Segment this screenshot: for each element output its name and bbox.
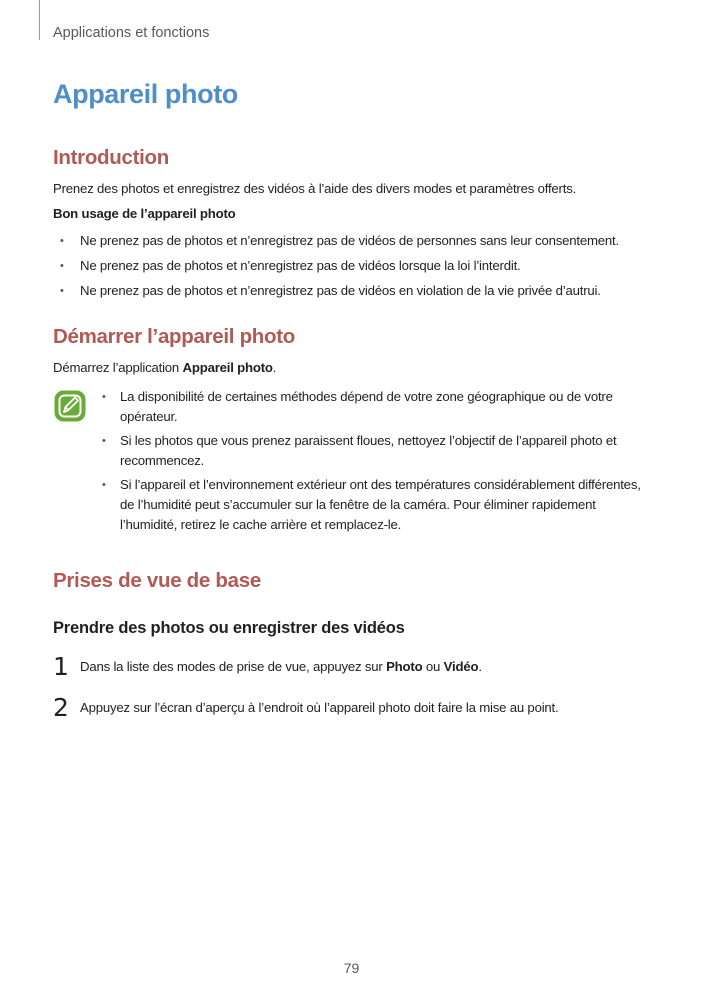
bullet-icon: •	[60, 285, 64, 297]
note-pencil-icon	[54, 390, 86, 422]
bullet-icon: •	[60, 235, 64, 247]
list-item: • Si l’appareil et l’environnement extérieur ont des températures considérablement différentes, de l’humidité peut s’accumuler sur la fenêtre de la caméra. Pour éliminer rapidement l’humidité, retirez le cache arrière et remplacez-le.	[102, 477, 641, 532]
step-number: 1	[53, 652, 69, 681]
page-number: 79	[343, 960, 360, 976]
launch-heading: Démarrer l’appareil photo	[53, 325, 295, 348]
page-title: Appareil photo	[53, 79, 238, 109]
launch-paragraph: Démarrez l’application Appareil photo.	[53, 360, 277, 375]
introduction-paragraph: Prenez des photos et enregistrez des vidéos à l’aide des divers modes et paramètres offerts.	[53, 181, 577, 196]
list-item: • Ne prenez pas de photos et n’enregistrez pas de vidéos lorsque la loi l’interdit.	[53, 256, 663, 276]
step-text: Dans la liste des modes de prise de vue, appuyez sur Photo ou Vidéo.	[80, 659, 482, 674]
list-item: • Ne prenez pas de photos et n’enregistrez pas de vidéos de personnes sans leur consentement.	[53, 231, 663, 251]
bullet-icon: •	[60, 260, 64, 272]
basics-heading: Prises de vue de base	[53, 569, 261, 592]
section-header: Applications et fonctions	[53, 25, 210, 41]
step-2	[53, 693, 673, 723]
list-item: • Ne prenez pas de photos et n’enregistrez pas de vidéos en violation de la vie privée d’autrui.	[53, 281, 663, 301]
usage-bullet-list	[53, 231, 663, 306]
header-divider	[39, 0, 40, 40]
bullet-icon: •	[102, 391, 106, 403]
usage-subheading: Bon usage de l’appareil photo	[53, 206, 236, 221]
app-name: Appareil photo	[182, 360, 273, 375]
bullet-icon: •	[102, 479, 106, 491]
bullet-icon: •	[102, 435, 106, 447]
introduction-heading: Introduction	[53, 146, 169, 169]
step-number: 2	[53, 693, 69, 722]
note-list	[94, 387, 651, 539]
basics-subheading: Prendre des photos ou enregistrer des vidéos	[53, 619, 405, 637]
step-text: Appuyez sur l’écran d’aperçu à l’endroit où l’appareil photo doit faire la mise au point.	[80, 700, 559, 715]
list-item: • La disponibilité de certaines méthodes dépend de votre zone géographique ou de votre opérateur.	[102, 389, 613, 424]
step-1	[53, 652, 673, 682]
list-item: • Si les photos que vous prenez paraissent floues, nettoyez l’objectif de l’appareil photo et recommencez.	[102, 433, 617, 468]
